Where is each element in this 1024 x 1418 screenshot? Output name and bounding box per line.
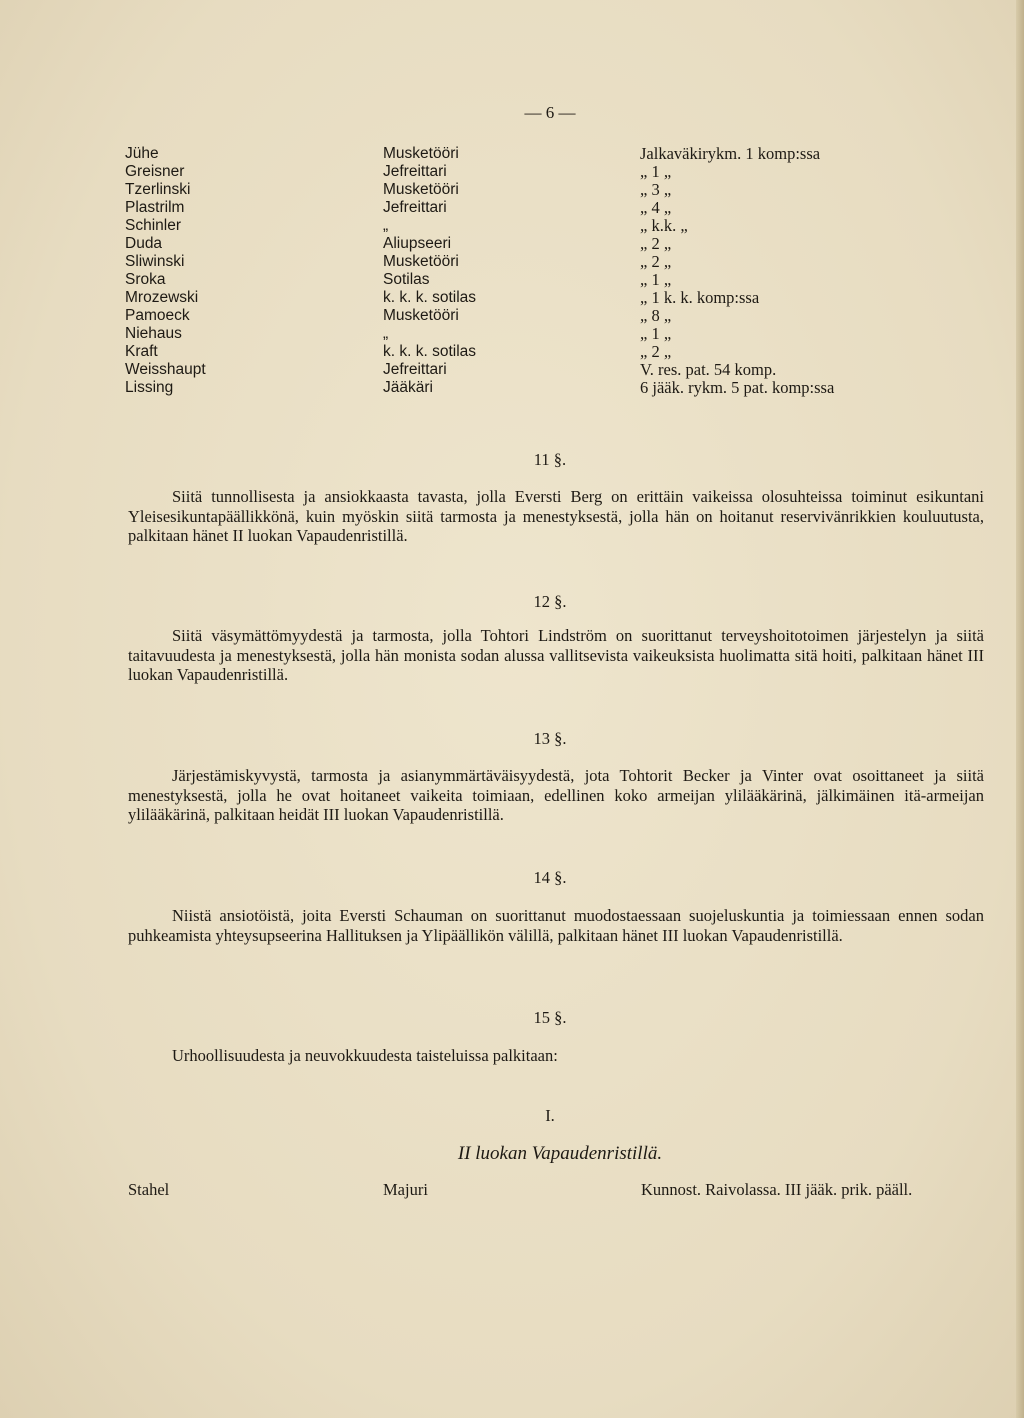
roster-rank: „ (383, 217, 389, 234)
roster-name: Sroka (125, 271, 166, 288)
roster-row (0, 145, 1024, 163)
roster-unit: Kunnost. Raivolassa. III jääk. prik. pääll. (641, 1180, 913, 1199)
roster-rank: Majuri (383, 1180, 428, 1199)
roster-name: Pamoeck (125, 307, 190, 324)
section-title: 13 §. (533, 729, 567, 748)
roster-unit: „ 1 „ (640, 324, 672, 343)
roster-name: Plastrilm (125, 199, 185, 216)
subsection-heading: II luokan Vapaudenristillä. (457, 1143, 663, 1164)
roster-rank: „ (383, 325, 389, 342)
roster-name: Stahel (128, 1180, 170, 1199)
roster-unit: „ 8 „ (640, 306, 672, 325)
section-title: 12 §. (533, 592, 567, 611)
section-paragraph (128, 487, 984, 546)
roster-row (0, 307, 1024, 325)
roster-rank: Jääkäri (383, 379, 433, 396)
roster-unit: „ 2 „ (640, 342, 672, 361)
roster-name: Schinler (125, 217, 181, 234)
roster-unit: „ 4 „ (640, 198, 672, 217)
roster-rank: Musketööri (383, 145, 459, 162)
roster-rank: Sotilas (383, 271, 430, 288)
roster-rank: Jefreittari (383, 199, 447, 216)
roster-rank: Jefreittari (383, 361, 447, 378)
roster-rank: Jefreittari (383, 163, 447, 180)
roster-name: Sliwinski (125, 253, 185, 270)
section-paragraph (128, 626, 984, 685)
roster-row (0, 271, 1024, 289)
roster-name: Kraft (125, 343, 158, 360)
section-text: Järjestämiskyvystä, tarmosta ja asianymmärtäväisyydestä, jota Tohtorit Becker ja Vinter ovat osoittaneet ja siitä menestyksestä, jolla he ovat hoitaneet vaikeita toimiaan, edellinen koko armeijan ylilääkärinä, jälkimäinen itä-armeijan ylilääkärinä, palkitaan heidät III luokan Vapaudenristillä. (128, 766, 984, 824)
subsection-number: I. (545, 1106, 555, 1125)
section-paragraph (128, 766, 984, 825)
section-text: Siitä väsymättömyydestä ja tarmosta, jolla Tohtori Lindström on suorittanut terveyshoitotoimen järjestelyn ja siitä taitavuudesta ja menestyksestä, jolla hän monista sodan alussa vallitsevista vaikeuksista huolimatta sitä hoiti, palkitaan hänet III luokan Vapaudenristillä. (128, 626, 984, 684)
roster-name: Greisner (125, 163, 185, 180)
roster-unit: Jalkaväkirykm. 1 komp:ssa (640, 144, 821, 163)
roster-row (0, 343, 1024, 361)
roster-row (0, 361, 1024, 379)
section-text: Niistä ansiotöistä, joita Eversti Schauman on suorittanut muodostaessaan suojeluskuntia ja toimiessaan ennen sodan puhkeamista yhteysupseerina Hallituksen ja Ylipäällikön välillä, palkitaan hänet III luokan Vapaudenristillä. (128, 906, 984, 945)
section-text: Urhoollisuudesta ja neuvokkuudesta taisteluissa palkitaan: (172, 1046, 558, 1065)
roster-rank: k. k. k. sotilas (383, 289, 477, 306)
roster-name: Lissing (125, 379, 174, 396)
roster-name: Duda (125, 235, 163, 252)
section-title: 14 §. (533, 868, 567, 887)
roster-row (0, 325, 1024, 343)
roster-rank: Musketööri (383, 181, 459, 198)
roster-row (0, 217, 1024, 235)
roster-row (0, 163, 1024, 181)
roster-name: Mrozewski (125, 289, 199, 306)
section-title: 11 §. (533, 450, 567, 469)
roster-unit: V. res. pat. 54 komp. (640, 360, 777, 379)
roster-name: Tzerlinski (125, 181, 191, 198)
roster-name: Weisshaupt (125, 361, 206, 378)
roster-row (0, 181, 1024, 199)
section-text: Siitä tunnollisesta ja ansiokkaasta tavasta, jolla Eversti Berg on erittäin vaikeissa olosuhteissa toiminut esikuntani Yleisesikuntapäällikkönä, kuin myöskin siitä tarmosta ja menestyksestä, jolla hän on hoitanut reservivänrikkien kouluutusta, palkitaan hänet II luokan Vapaudenristillä. (128, 487, 984, 545)
roster-unit: „ k.k. „ (640, 216, 688, 235)
roster-rank: Musketööri (383, 253, 459, 270)
roster-unit: „ 1 k. k. komp:ssa (640, 288, 760, 307)
roster-rank: Musketööri (383, 307, 459, 324)
roster-rank: Aliupseeri (383, 235, 452, 252)
section-paragraph (128, 906, 984, 945)
roster-unit: 6 jääk. rykm. 5 pat. komp:ssa (640, 378, 835, 397)
roster-rank: k. k. k. sotilas (383, 343, 477, 360)
section-paragraph (128, 1046, 984, 1066)
roster-unit: „ 1 „ (640, 162, 672, 181)
roster-unit: „ 1 „ (640, 270, 672, 289)
roster-unit: „ 2 „ (640, 234, 672, 253)
roster-row (0, 253, 1024, 271)
roster-row (0, 379, 1024, 397)
roster-name: Jühe (125, 145, 159, 162)
roster-name: Niehaus (125, 325, 182, 342)
page-number: — 6 — (524, 103, 576, 122)
roster-row (0, 289, 1024, 307)
roster-row (0, 235, 1024, 253)
section-title: 15 §. (533, 1008, 567, 1027)
roster-row (0, 199, 1024, 217)
roster-unit: „ 2 „ (640, 252, 672, 271)
roster-unit: „ 3 „ (640, 180, 672, 199)
